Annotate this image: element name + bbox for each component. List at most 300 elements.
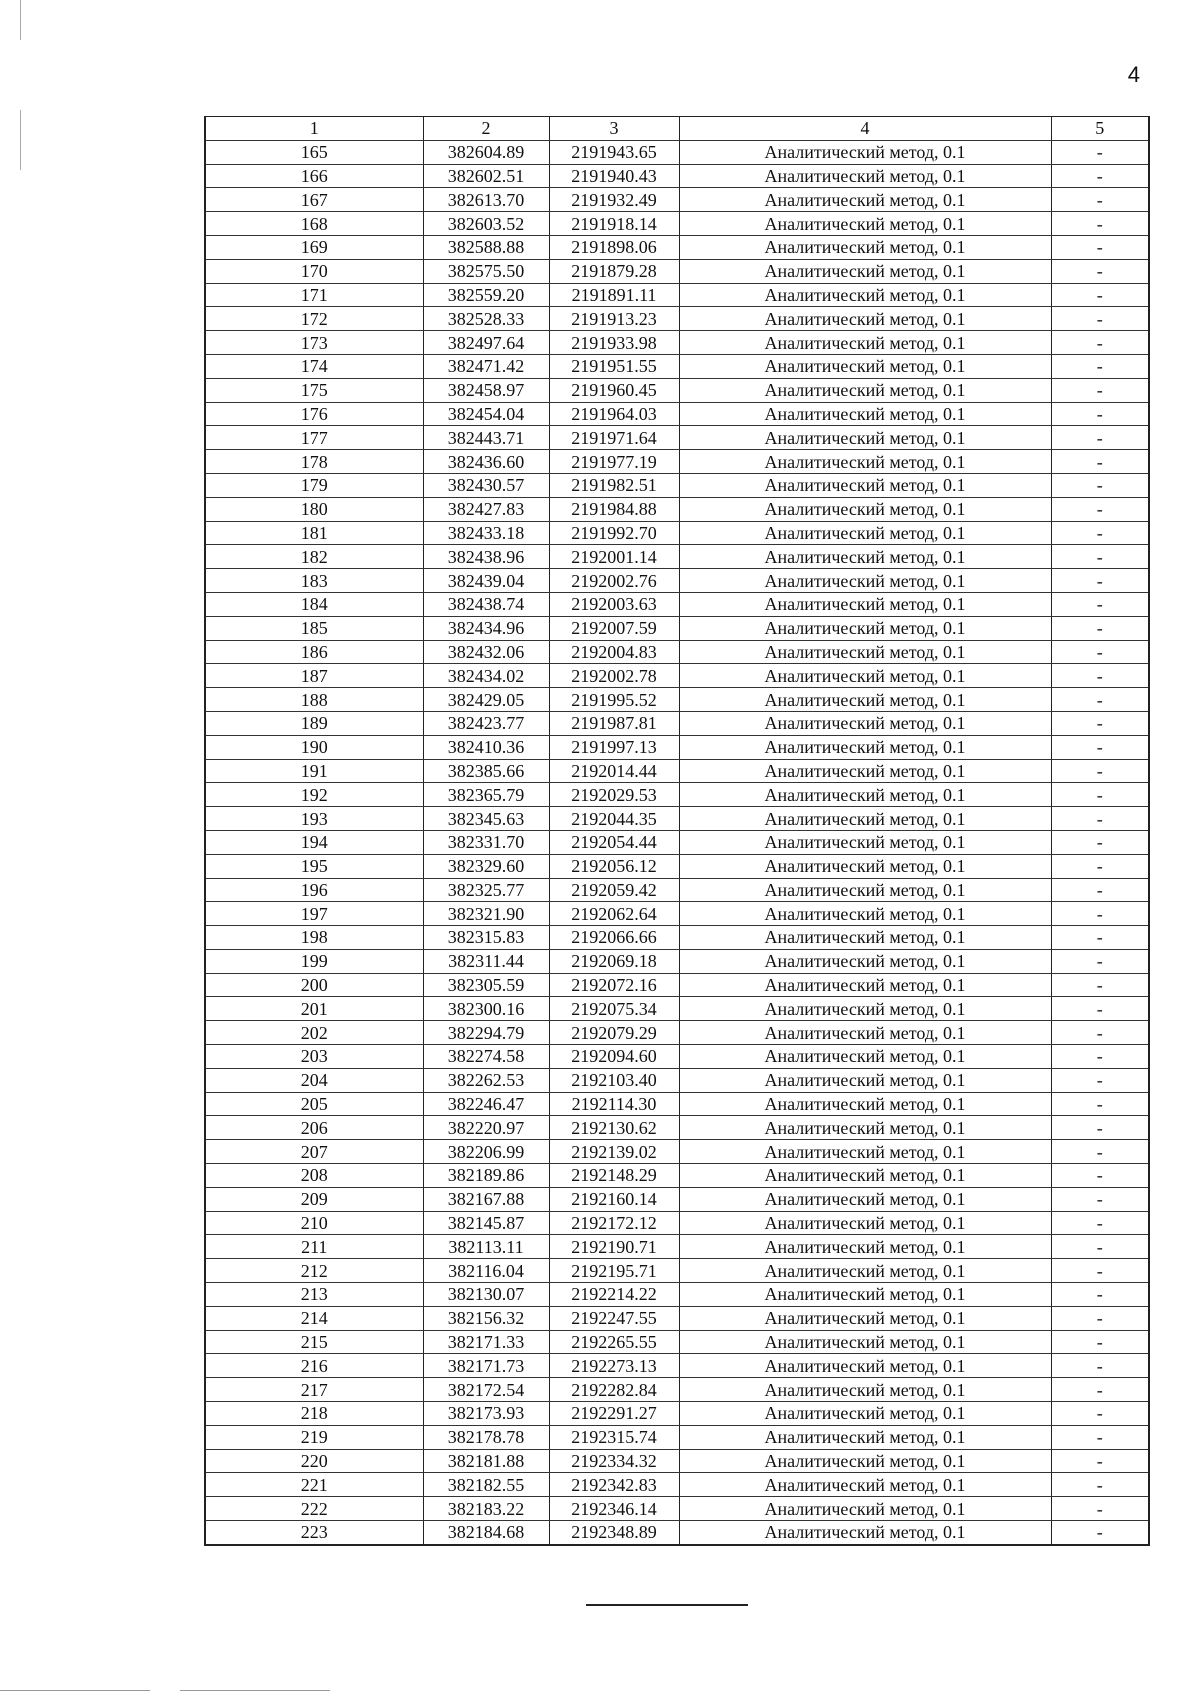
- table-cell: 169: [205, 235, 423, 259]
- table-cell: 382430.57: [423, 473, 549, 497]
- table-cell: 221: [205, 1473, 423, 1497]
- table-cell: 382184.68: [423, 1521, 549, 1545]
- table-cell: Аналитический метод, 0.1: [679, 331, 1051, 355]
- table-row: [205, 1497, 1149, 1521]
- table-cell: 173: [205, 331, 423, 355]
- table-row: [205, 378, 1149, 402]
- table-cell: 382173.93: [423, 1402, 549, 1426]
- table-cell: 223: [205, 1521, 423, 1545]
- table-cell: 382497.64: [423, 331, 549, 355]
- table-cell: Аналитический метод, 0.1: [679, 450, 1051, 474]
- table-cell: Аналитический метод, 0.1: [679, 830, 1051, 854]
- table-cell: Аналитический метод, 0.1: [679, 1449, 1051, 1473]
- table-cell: -: [1051, 354, 1149, 378]
- table-row: [205, 997, 1149, 1021]
- table-row: [205, 878, 1149, 902]
- closing-rule: [586, 1604, 748, 1606]
- table-cell: 382206.99: [423, 1140, 549, 1164]
- table-cell: -: [1051, 592, 1149, 616]
- table-cell: 220: [205, 1449, 423, 1473]
- table-cell: 2191879.28: [549, 259, 679, 283]
- table-row: [205, 640, 1149, 664]
- table-cell: Аналитический метод, 0.1: [679, 735, 1051, 759]
- table-cell: 382588.88: [423, 235, 549, 259]
- table-cell: 382189.86: [423, 1164, 549, 1188]
- table-row: [205, 1140, 1149, 1164]
- table-row: [205, 592, 1149, 616]
- table-cell: Аналитический метод, 0.1: [679, 759, 1051, 783]
- table-cell: 213: [205, 1283, 423, 1307]
- table-row: [205, 1354, 1149, 1378]
- table-cell: 382429.05: [423, 688, 549, 712]
- table-cell: -: [1051, 783, 1149, 807]
- table-cell: 382181.88: [423, 1449, 549, 1473]
- table-cell: Аналитический метод, 0.1: [679, 854, 1051, 878]
- table-cell: Аналитический метод, 0.1: [679, 283, 1051, 307]
- table-cell: 382458.97: [423, 378, 549, 402]
- table-cell: 382116.04: [423, 1259, 549, 1283]
- table-cell: -: [1051, 1497, 1149, 1521]
- table-cell: Аналитический метод, 0.1: [679, 1378, 1051, 1402]
- table-cell: 2191932.49: [549, 188, 679, 212]
- table-cell: 2192029.53: [549, 783, 679, 807]
- table-cell: 2192094.60: [549, 1045, 679, 1069]
- table-cell: 382171.73: [423, 1354, 549, 1378]
- table-row: [205, 1235, 1149, 1259]
- table-cell: Аналитический метод, 0.1: [679, 640, 1051, 664]
- table-cell: Аналитический метод, 0.1: [679, 354, 1051, 378]
- table-cell: -: [1051, 1021, 1149, 1045]
- table-cell: 2191940.43: [549, 164, 679, 188]
- table-row: [205, 188, 1149, 212]
- table-cell: 214: [205, 1306, 423, 1330]
- table-cell: 179: [205, 473, 423, 497]
- table-cell: 209: [205, 1187, 423, 1211]
- table-row: [205, 1378, 1149, 1402]
- table-row: [205, 1330, 1149, 1354]
- table-row: [205, 616, 1149, 640]
- table-cell: -: [1051, 1211, 1149, 1235]
- table-cell: 382603.52: [423, 212, 549, 236]
- table-cell: 382410.36: [423, 735, 549, 759]
- table-cell: 2192002.76: [549, 569, 679, 593]
- column-header: 4: [679, 117, 1051, 141]
- table-body: [205, 140, 1149, 1545]
- table-cell: -: [1051, 1259, 1149, 1283]
- table-cell: -: [1051, 1045, 1149, 1069]
- table-cell: -: [1051, 473, 1149, 497]
- table-row: [205, 759, 1149, 783]
- scan-bottom-mark: [180, 1690, 330, 1691]
- table-cell: 206: [205, 1116, 423, 1140]
- table-cell: 205: [205, 1092, 423, 1116]
- table-cell: -: [1051, 402, 1149, 426]
- table-cell: 193: [205, 807, 423, 831]
- table-cell: 175: [205, 378, 423, 402]
- table-cell: 2192103.40: [549, 1068, 679, 1092]
- table-row: [205, 973, 1149, 997]
- table-cell: -: [1051, 1306, 1149, 1330]
- table-cell: 2192114.30: [549, 1092, 679, 1116]
- table-cell: 181: [205, 521, 423, 545]
- table-cell: -: [1051, 450, 1149, 474]
- table-cell: Аналитический метод, 0.1: [679, 140, 1051, 164]
- table-cell: 382365.79: [423, 783, 549, 807]
- table-cell: 2191943.65: [549, 140, 679, 164]
- table-cell: 183: [205, 569, 423, 593]
- table-cell: 180: [205, 497, 423, 521]
- table-cell: 185: [205, 616, 423, 640]
- table-cell: 382262.53: [423, 1068, 549, 1092]
- table-cell: 2192273.13: [549, 1354, 679, 1378]
- table-cell: -: [1051, 235, 1149, 259]
- column-header: 2: [423, 117, 549, 141]
- table-cell: 382434.02: [423, 664, 549, 688]
- table-cell: 382113.11: [423, 1235, 549, 1259]
- table-cell: 2191997.13: [549, 735, 679, 759]
- table-cell: 2192148.29: [549, 1164, 679, 1188]
- table-cell: 2192348.89: [549, 1521, 679, 1545]
- scan-margin-mark: [20, 110, 21, 170]
- table-cell: 191: [205, 759, 423, 783]
- table-cell: 382315.83: [423, 926, 549, 950]
- table-cell: 2191971.64: [549, 426, 679, 450]
- table-cell: 382311.44: [423, 949, 549, 973]
- table-cell: Аналитический метод, 0.1: [679, 711, 1051, 735]
- table-cell: Аналитический метод, 0.1: [679, 1497, 1051, 1521]
- table-row: [205, 711, 1149, 735]
- table-row: [205, 1187, 1149, 1211]
- table-cell: Аналитический метод, 0.1: [679, 1259, 1051, 1283]
- table-row: [205, 1425, 1149, 1449]
- column-header: 3: [549, 117, 679, 141]
- table-cell: 382443.71: [423, 426, 549, 450]
- table-cell: 200: [205, 973, 423, 997]
- scan-margin-mark: [20, 0, 21, 40]
- table-cell: 2192001.14: [549, 545, 679, 569]
- table-cell: 382305.59: [423, 973, 549, 997]
- table-cell: 222: [205, 1497, 423, 1521]
- table-row: [205, 307, 1149, 331]
- table-cell: 382602.51: [423, 164, 549, 188]
- table-row: [205, 212, 1149, 236]
- table-cell: -: [1051, 759, 1149, 783]
- coordinates-table: [204, 116, 1150, 1546]
- table-row: [205, 735, 1149, 759]
- table-row: [205, 1211, 1149, 1235]
- table-cell: 382130.07: [423, 1283, 549, 1307]
- table-row: [205, 569, 1149, 593]
- table-cell: 382438.74: [423, 592, 549, 616]
- table-cell: 382439.04: [423, 569, 549, 593]
- table-cell: 184: [205, 592, 423, 616]
- table-cell: 2192190.71: [549, 1235, 679, 1259]
- table-cell: -: [1051, 664, 1149, 688]
- table-cell: Аналитический метод, 0.1: [679, 1116, 1051, 1140]
- table-row: [205, 450, 1149, 474]
- table-cell: Аналитический метод, 0.1: [679, 1187, 1051, 1211]
- table-cell: Аналитический метод, 0.1: [679, 1235, 1051, 1259]
- scan-bottom-mark: [0, 1690, 150, 1691]
- table-cell: 176: [205, 402, 423, 426]
- table-cell: -: [1051, 1283, 1149, 1307]
- table-row: [205, 497, 1149, 521]
- table-cell: 197: [205, 902, 423, 926]
- table-cell: 382471.42: [423, 354, 549, 378]
- table-cell: -: [1051, 1449, 1149, 1473]
- table-cell: 382329.60: [423, 854, 549, 878]
- column-header: 1: [205, 117, 423, 141]
- table-cell: 382172.54: [423, 1378, 549, 1402]
- table-row: [205, 283, 1149, 307]
- table-cell: -: [1051, 711, 1149, 735]
- table-cell: Аналитический метод, 0.1: [679, 402, 1051, 426]
- table-cell: 211: [205, 1235, 423, 1259]
- table-cell: 204: [205, 1068, 423, 1092]
- table-cell: 2191977.19: [549, 450, 679, 474]
- table-cell: 178: [205, 450, 423, 474]
- table-row: [205, 331, 1149, 355]
- table-cell: Аналитический метод, 0.1: [679, 569, 1051, 593]
- table-row: [205, 1092, 1149, 1116]
- table-cell: 2192062.64: [549, 902, 679, 926]
- table-cell: 382145.87: [423, 1211, 549, 1235]
- table-row: [205, 1045, 1149, 1069]
- table-cell: 2191918.14: [549, 212, 679, 236]
- table-cell: 203: [205, 1045, 423, 1069]
- table-cell: 2192139.02: [549, 1140, 679, 1164]
- table-cell: 382220.97: [423, 1116, 549, 1140]
- table-cell: 2192130.62: [549, 1116, 679, 1140]
- table-cell: -: [1051, 164, 1149, 188]
- table-cell: 165: [205, 140, 423, 164]
- table-cell: 382182.55: [423, 1473, 549, 1497]
- table-cell: 202: [205, 1021, 423, 1045]
- table-cell: 382300.16: [423, 997, 549, 1021]
- table-cell: 2192195.71: [549, 1259, 679, 1283]
- table-cell: Аналитический метод, 0.1: [679, 426, 1051, 450]
- table-cell: Аналитический метод, 0.1: [679, 497, 1051, 521]
- table-cell: Аналитический метод, 0.1: [679, 807, 1051, 831]
- table-cell: -: [1051, 259, 1149, 283]
- table-cell: 2192214.22: [549, 1283, 679, 1307]
- table-cell: -: [1051, 307, 1149, 331]
- table-cell: 210: [205, 1211, 423, 1235]
- table-cell: Аналитический метод, 0.1: [679, 235, 1051, 259]
- table-cell: 195: [205, 854, 423, 878]
- table-cell: -: [1051, 521, 1149, 545]
- table-cell: 212: [205, 1259, 423, 1283]
- page-number: 4: [1127, 62, 1140, 87]
- table-cell: 198: [205, 926, 423, 950]
- table-cell: Аналитический метод, 0.1: [679, 1164, 1051, 1188]
- table-cell: -: [1051, 973, 1149, 997]
- table-cell: 171: [205, 283, 423, 307]
- table-cell: -: [1051, 1378, 1149, 1402]
- table-cell: -: [1051, 378, 1149, 402]
- table-cell: 2192265.55: [549, 1330, 679, 1354]
- table-cell: -: [1051, 997, 1149, 1021]
- table-cell: 174: [205, 354, 423, 378]
- table-cell: 382167.88: [423, 1187, 549, 1211]
- table-cell: 168: [205, 212, 423, 236]
- table-cell: Аналитический метод, 0.1: [679, 926, 1051, 950]
- table-cell: 382604.89: [423, 140, 549, 164]
- table-cell: 382246.47: [423, 1092, 549, 1116]
- table-row: [205, 354, 1149, 378]
- table-cell: 382423.77: [423, 711, 549, 735]
- table-cell: 215: [205, 1330, 423, 1354]
- table-cell: -: [1051, 140, 1149, 164]
- table-cell: 382434.96: [423, 616, 549, 640]
- table-cell: -: [1051, 545, 1149, 569]
- table-cell: 2192291.27: [549, 1402, 679, 1426]
- table-cell: 382325.77: [423, 878, 549, 902]
- table-cell: Аналитический метод, 0.1: [679, 1402, 1051, 1426]
- table-cell: Аналитический метод, 0.1: [679, 1140, 1051, 1164]
- table-cell: -: [1051, 688, 1149, 712]
- table-row: [205, 545, 1149, 569]
- table-cell: 2192160.14: [549, 1187, 679, 1211]
- table-row: [205, 1259, 1149, 1283]
- table-cell: 2191960.45: [549, 378, 679, 402]
- table-cell: -: [1051, 497, 1149, 521]
- table-row: [205, 1164, 1149, 1188]
- table-cell: 2192247.55: [549, 1306, 679, 1330]
- table-cell: -: [1051, 426, 1149, 450]
- table-cell: Аналитический метод, 0.1: [679, 378, 1051, 402]
- table-cell: 2191995.52: [549, 688, 679, 712]
- table-cell: -: [1051, 1068, 1149, 1092]
- table-cell: 382294.79: [423, 1021, 549, 1045]
- table-cell: 2191984.88: [549, 497, 679, 521]
- table-cell: 382178.78: [423, 1425, 549, 1449]
- table-row: [205, 140, 1149, 164]
- table-cell: Аналитический метод, 0.1: [679, 188, 1051, 212]
- table-cell: Аналитический метод, 0.1: [679, 1021, 1051, 1045]
- table-cell: -: [1051, 188, 1149, 212]
- table-row: [205, 926, 1149, 950]
- table-cell: 2192069.18: [549, 949, 679, 973]
- table-cell: -: [1051, 830, 1149, 854]
- table-row: [205, 521, 1149, 545]
- table-cell: 207: [205, 1140, 423, 1164]
- table-cell: Аналитический метод, 0.1: [679, 473, 1051, 497]
- table-cell: Аналитический метод, 0.1: [679, 259, 1051, 283]
- table-row: [205, 473, 1149, 497]
- table-cell: 2192007.59: [549, 616, 679, 640]
- table-cell: 382427.83: [423, 497, 549, 521]
- table-cell: -: [1051, 949, 1149, 973]
- table-cell: 2191992.70: [549, 521, 679, 545]
- table-cell: Аналитический метод, 0.1: [679, 1521, 1051, 1545]
- table-cell: 2192003.63: [549, 592, 679, 616]
- table-cell: -: [1051, 1235, 1149, 1259]
- table-cell: 2192014.44: [549, 759, 679, 783]
- table-cell: -: [1051, 1402, 1149, 1426]
- table-cell: -: [1051, 854, 1149, 878]
- table-cell: 2191964.03: [549, 402, 679, 426]
- table-row: [205, 259, 1149, 283]
- table-cell: 382575.50: [423, 259, 549, 283]
- table-row: [205, 688, 1149, 712]
- table-cell: 172: [205, 307, 423, 331]
- table-cell: -: [1051, 640, 1149, 664]
- table-cell: 2192315.74: [549, 1425, 679, 1449]
- table-row: [205, 830, 1149, 854]
- table-row: [205, 1473, 1149, 1497]
- table-cell: 382156.32: [423, 1306, 549, 1330]
- table-cell: 2192002.78: [549, 664, 679, 688]
- table-cell: 192: [205, 783, 423, 807]
- table-cell: Аналитический метод, 0.1: [679, 1283, 1051, 1307]
- table-cell: -: [1051, 212, 1149, 236]
- table-cell: 2192056.12: [549, 854, 679, 878]
- table-cell: Аналитический метод, 0.1: [679, 688, 1051, 712]
- table-cell: 2192346.14: [549, 1497, 679, 1521]
- table-cell: 170: [205, 259, 423, 283]
- table-header-row: [205, 117, 1149, 141]
- table-cell: Аналитический метод, 0.1: [679, 664, 1051, 688]
- table-cell: 2192054.44: [549, 830, 679, 854]
- table-cell: 382432.06: [423, 640, 549, 664]
- table-cell: -: [1051, 878, 1149, 902]
- table-row: [205, 1021, 1149, 1045]
- table-cell: Аналитический метод, 0.1: [679, 616, 1051, 640]
- table-cell: 2192004.83: [549, 640, 679, 664]
- table-cell: 382171.33: [423, 1330, 549, 1354]
- table-cell: Аналитический метод, 0.1: [679, 1425, 1051, 1449]
- table-cell: 382385.66: [423, 759, 549, 783]
- table-cell: Аналитический метод, 0.1: [679, 1092, 1051, 1116]
- table-cell: -: [1051, 331, 1149, 355]
- table-cell: Аналитический метод, 0.1: [679, 878, 1051, 902]
- table-cell: 2191987.81: [549, 711, 679, 735]
- table-cell: 196: [205, 878, 423, 902]
- table-cell: 2191891.11: [549, 283, 679, 307]
- table-row: [205, 235, 1149, 259]
- table-row: [205, 949, 1149, 973]
- table-cell: -: [1051, 1116, 1149, 1140]
- table-row: [205, 854, 1149, 878]
- table-cell: 208: [205, 1164, 423, 1188]
- table-cell: Аналитический метод, 0.1: [679, 949, 1051, 973]
- table-cell: 2191898.06: [549, 235, 679, 259]
- table-cell: 382274.58: [423, 1045, 549, 1069]
- table-row: [205, 1402, 1149, 1426]
- table-row: [205, 426, 1149, 450]
- table-cell: Аналитический метод, 0.1: [679, 212, 1051, 236]
- table-row: [205, 807, 1149, 831]
- table-cell: 2192075.34: [549, 997, 679, 1021]
- table-cell: Аналитический метод, 0.1: [679, 973, 1051, 997]
- table-cell: 2192059.42: [549, 878, 679, 902]
- table-cell: 2192282.84: [549, 1378, 679, 1402]
- table-cell: 219: [205, 1425, 423, 1449]
- table-cell: 382613.70: [423, 188, 549, 212]
- table-cell: Аналитический метод, 0.1: [679, 1330, 1051, 1354]
- table-cell: 194: [205, 830, 423, 854]
- table-cell: 188: [205, 688, 423, 712]
- table-cell: 382436.60: [423, 450, 549, 474]
- table-cell: 382183.22: [423, 1497, 549, 1521]
- table-cell: 201: [205, 997, 423, 1021]
- table-cell: -: [1051, 1164, 1149, 1188]
- table-cell: 189: [205, 711, 423, 735]
- table-cell: -: [1051, 616, 1149, 640]
- table-cell: 382433.18: [423, 521, 549, 545]
- table-cell: -: [1051, 1187, 1149, 1211]
